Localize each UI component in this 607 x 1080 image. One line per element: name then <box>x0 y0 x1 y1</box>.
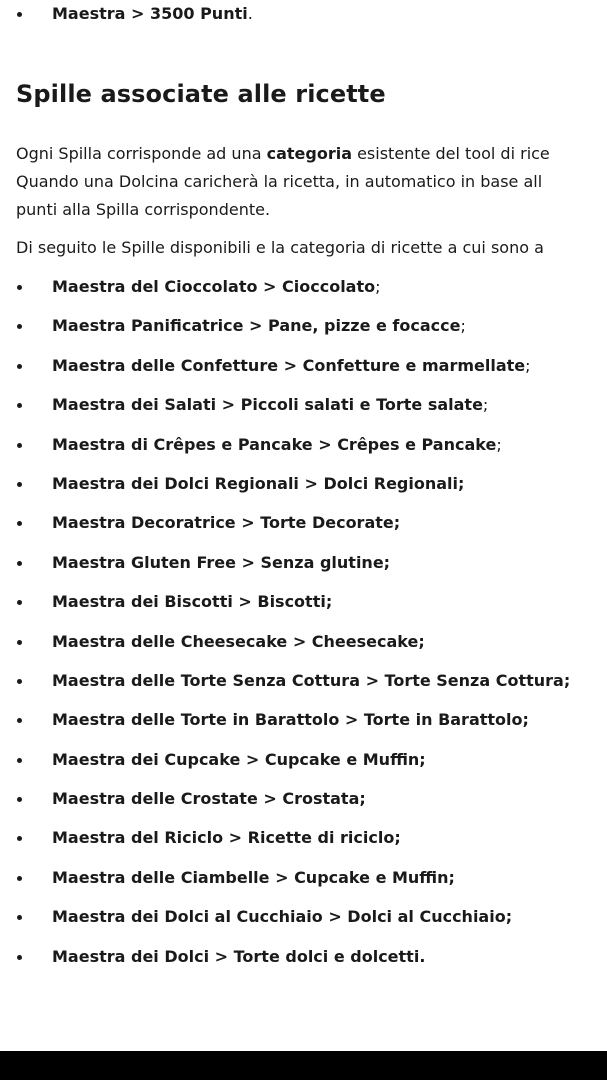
list-item <box>16 787 570 826</box>
list-item <box>16 945 570 984</box>
badge-mapping-text: Maestra Panificatrice > Pane, pizze e focacce <box>52 316 461 336</box>
badge-mapping-text: Maestra Gluten Free > Senza glutine; <box>52 552 391 572</box>
badge-mapping-text: Maestra delle Confetture > Confetture e marmellate <box>52 355 526 375</box>
bullet-icon <box>17 482 22 487</box>
badge-mapping-text: Maestra delle Torte Senza Cottura > Torte Senza Cottura; <box>52 670 571 690</box>
bullet-icon <box>17 364 22 369</box>
list-item <box>16 669 570 708</box>
list-item <box>16 511 570 550</box>
badge-mapping-text: Maestra delle Ciambelle > Cupcake e Muffin; <box>52 867 455 887</box>
bullet-icon <box>17 521 22 526</box>
points-list <box>16 2 253 41</box>
badge-mapping-text: Maestra delle Crostate > Crostata; <box>52 789 366 809</box>
bullet-icon <box>17 285 22 290</box>
bullet-icon <box>17 600 22 605</box>
bullet-icon <box>17 915 22 920</box>
badge-mapping-end: ; <box>496 434 502 454</box>
list-item <box>16 590 570 629</box>
badge-mapping-text: Maestra dei Biscotti > Biscotti; <box>52 592 333 612</box>
bullet-icon <box>17 836 22 841</box>
category-emphasis: categoria <box>266 144 352 163</box>
list-item <box>16 393 570 432</box>
intro-line-2: Quando una Dolcina caricherà la ricetta, in automatico in base all <box>16 172 543 191</box>
list-item <box>16 708 570 747</box>
bullet-icon <box>17 876 22 881</box>
list-item <box>16 551 570 590</box>
intro-line-3: punti alla Spilla corrispondente. <box>16 200 271 219</box>
bullet-icon <box>17 403 22 408</box>
list-item-text: Maestra > 3500 Punti <box>52 4 248 23</box>
list-item <box>16 314 570 353</box>
badge-mapping-end: ; <box>482 395 489 415</box>
badge-mapping-text: Maestra di Crêpes e Pancake > Crêpes e Pancake <box>52 434 497 454</box>
intro-text: esistente del tool di rice <box>352 144 550 163</box>
badges-list <box>16 275 570 984</box>
badge-mapping-end: ; <box>460 316 466 336</box>
badge-mapping-text: Maestra delle Torte in Barattolo > Torte in Barattolo; <box>52 710 529 730</box>
badge-mapping-text: Maestra dei Salati > Piccoli salati e Torte salate <box>52 395 483 415</box>
bottom-navigation-bar <box>0 1051 607 1080</box>
badge-mapping-end: ; <box>525 355 531 375</box>
bullet-icon <box>17 443 22 448</box>
badge-mapping-text: Maestra delle Cheesecake > Cheesecake; <box>52 631 425 651</box>
section-title: Spille associate alle ricette <box>16 80 386 108</box>
badge-mapping-text: Maestra Decoratrice > Torte Decorate; <box>52 513 401 533</box>
bullet-icon <box>17 797 22 802</box>
list-item <box>16 630 570 669</box>
bullet-icon <box>17 679 22 684</box>
badge-mapping-text: Maestra dei Dolci al Cucchiaio > Dolci al Cucchiaio; <box>52 907 513 927</box>
list-item <box>16 354 570 393</box>
list-item <box>16 472 570 511</box>
badge-mapping-end: ; <box>375 277 381 296</box>
badge-mapping-text: Maestra del Riciclo > Ricette di riciclo; <box>52 828 401 848</box>
bullet-icon <box>17 758 22 763</box>
list-item <box>16 748 570 787</box>
list-item <box>16 2 253 41</box>
list-item <box>16 905 570 944</box>
list-item <box>16 826 570 865</box>
intro-text: Ogni Spilla corrisponde ad una <box>16 144 267 163</box>
intro-line-1 <box>16 140 550 168</box>
list-intro-paragraph: Di seguito le Spille disponibili e la categoria di ricette a cui sono a <box>16 238 544 257</box>
bullet-icon <box>17 561 22 566</box>
badge-mapping-text: Maestra del Cioccolato > Cioccolato <box>52 277 376 296</box>
bullet-icon <box>17 955 22 960</box>
bullet-icon <box>17 12 22 17</box>
list-item <box>16 433 570 472</box>
intro-paragraph <box>16 140 550 224</box>
badge-mapping-text: Maestra dei Dolci > Torte dolci e dolcetti. <box>52 946 426 966</box>
list-item <box>16 275 570 314</box>
badge-mapping-text: Maestra dei Dolci Regionali > Dolci Regionali; <box>52 473 465 493</box>
bullet-icon <box>17 718 22 723</box>
list-item-end: . <box>247 4 253 23</box>
bullet-icon <box>17 640 22 645</box>
bullet-icon <box>17 324 22 329</box>
list-item <box>16 866 570 905</box>
badge-mapping-text: Maestra dei Cupcake > Cupcake e Muffin; <box>52 749 426 769</box>
